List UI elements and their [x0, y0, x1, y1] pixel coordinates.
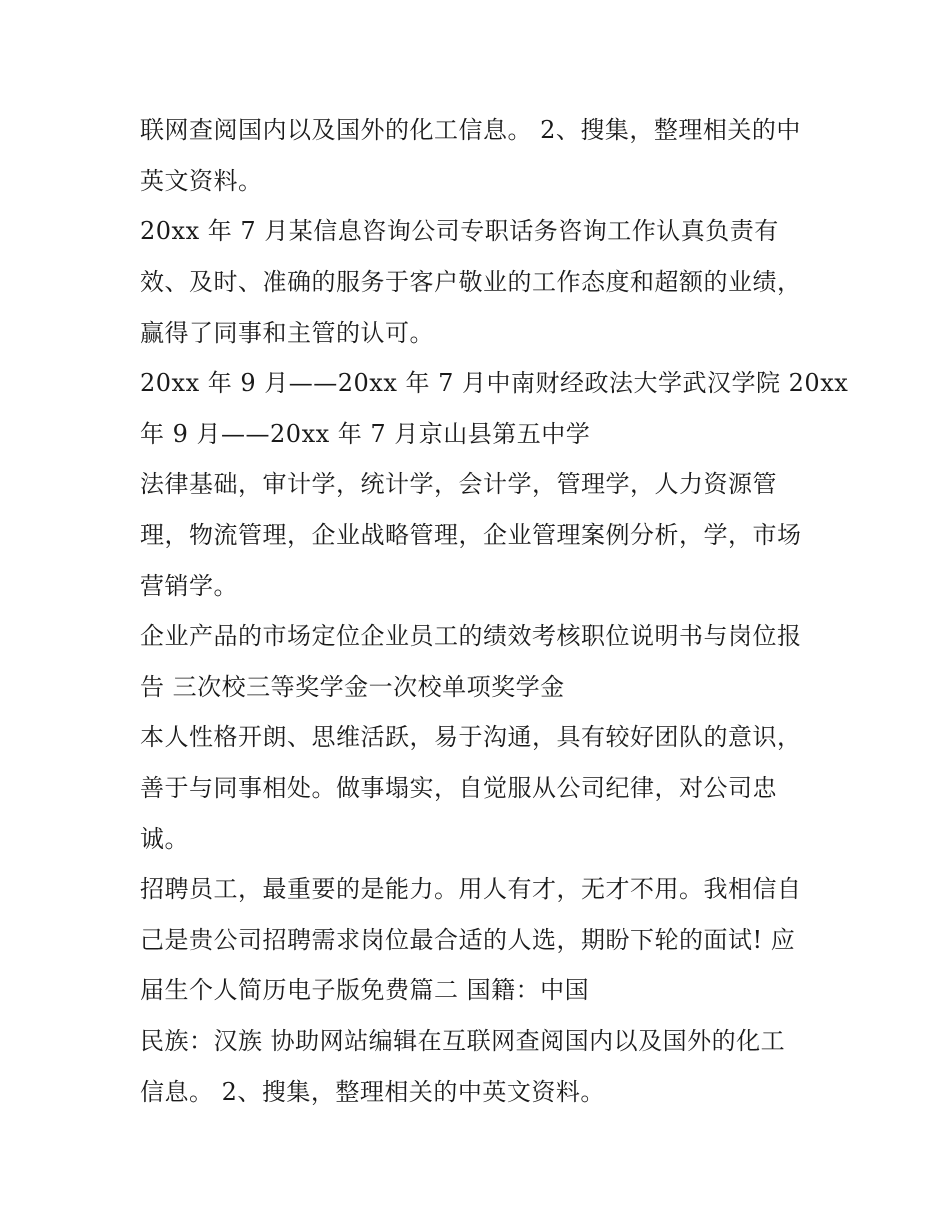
text-line: 赢得了同事和主管的认可。: [140, 319, 434, 347]
text-line: 诚。: [140, 825, 189, 853]
text-line: 己是贵公司招聘需求岗位最合适的人选，期盼下轮的面试! 应: [140, 926, 796, 954]
text-line: 届生个人简历电子版免费篇二 国籍：中国: [140, 976, 590, 1004]
text-line: 善于与同事相处。做事塌实，自觉服从公司纪律，对公司忠: [140, 774, 777, 802]
text-line: 企业产品的市场定位企业员工的绩效考核职位说明书与岗位报: [140, 622, 802, 650]
text-line: 民族：汉族 协助网站编辑在互联网查阅国内以及国外的化工: [140, 1027, 786, 1055]
text-line: 效、及时、准确的服务于客户敬业的工作态度和超额的业绩，: [140, 268, 802, 296]
text-line: 20xx 年 9 月——20xx 年 7 月中南财经政法大学武汉学院 20xx: [140, 369, 849, 397]
text-line: 年 9 月——20xx 年 7 月京山县第五中学: [140, 420, 591, 448]
text-line: 理，物流管理，企业战略管理，企业管理案例分析，学，市场: [140, 521, 802, 549]
text-line: 法律基础，审计学，统计学，会计学，管理学，人力资源管: [140, 470, 777, 498]
text-line: 本人性格开朗、思维活跃，易于沟通，具有较好团队的意识，: [140, 723, 802, 751]
text-line: 告 三次校三等奖学金一次校单项奖学金: [140, 673, 565, 701]
text-line: 招聘员工，最重要的是能力。用人有才，无才不用。我相信自: [140, 875, 802, 903]
text-line: 信息。 2、搜集，整理相关的中英文资料。: [140, 1078, 605, 1106]
text-line: 英文资料。: [140, 167, 263, 195]
text-line: 联网查阅国内以及国外的化工信息。 2、搜集，整理相关的中: [140, 116, 801, 144]
text-line: 20xx 年 7 月某信息咨询公司专职话务咨询工作认真负责有: [140, 217, 779, 245]
text-line: 营销学。: [140, 572, 238, 600]
